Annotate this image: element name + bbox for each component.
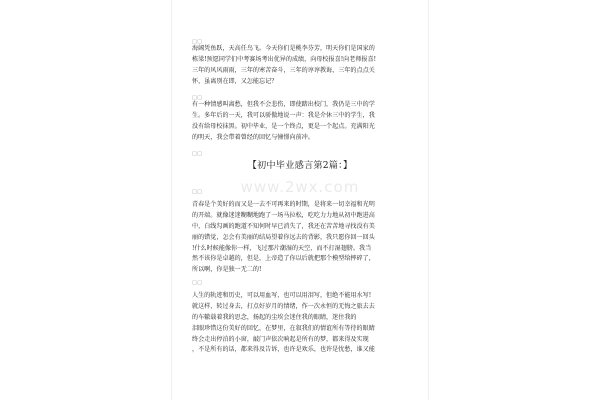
text-line: 丽的错觉，怎会有美丽的结局望着你远去的背影，我只愿你回一回头 — [192, 233, 375, 241]
text-line: 有一种情感叫离愁，但我不会悲伤，即使踏出校门，我仍是三中的学 — [192, 101, 375, 108]
text-line: 所以啊，你是独一无二的! — [192, 266, 262, 274]
text-line: 栋梁!预愿同学们中考赛场考出优异的成绩，向母校报喜!向老师报喜! — [192, 55, 377, 63]
text-line: ，不是所有的话，都来得及告诉，也许是欢乐，也许是忧愁，谁又能 — [192, 346, 375, 354]
paragraph-marker: □□ — [192, 39, 203, 45]
text-line: !什么时候能像你一样，飞过那片潮湿的天空，而不打湿翅膀。我当 — [192, 244, 372, 252]
text-line: 泪眼珍惜这份美好的回忆，在梦里，在叙我们的情谊所有等待的眼睛 — [192, 324, 375, 332]
text-line: 青春是个美好的而又是一去不可再来的时期，是将来一切幸福和光明 — [192, 201, 375, 208]
paragraph-3 — [192, 200, 414, 276]
text-line: 人生的轨迹和历史，可以用血写，也可以用泪写，但绝不能用水写! — [192, 292, 372, 299]
section-heading: 【初中毕业感言第2篇：】 — [247, 160, 353, 171]
text-line: 三年的风风雨雨，三年的寒苦奋斗，三年的谆谆教诲，三年的点点关 — [192, 66, 375, 74]
paragraph-1 — [192, 44, 414, 88]
paragraph-marker: □□ — [192, 189, 203, 195]
document-page — [172, 0, 428, 400]
paragraph-marker: □□ — [192, 95, 203, 101]
text-line: 的开端。就像迷迷糊糊地跑了一场马拉松，吃吃力力地从初中跑进高 — [192, 211, 375, 219]
text-line: 生。多年后的一天，我可以骄傲地说一声：我是介休三中的学生，我 — [192, 111, 375, 119]
text-line: 终会走出停泊的小窗，敲门声依次响起是所有的梦，都来得及实现 — [192, 335, 369, 343]
watermark: www.2wx.com — [240, 178, 360, 196]
text-line: 中，白线勾画的跑道不知何时早已消失了，我还在苦苦地寻找没有美 — [192, 222, 375, 230]
paragraph-2 — [192, 100, 414, 144]
text-line: 的明天，我会带着曾经的回忆与憧憬向前冲。 — [192, 133, 314, 141]
text-line: 就这样，转过身去，打点好岁月的情绪，作一次永恒的无悔之旅去去 — [192, 302, 375, 310]
text-line: 海阔凭鱼跃，天高任鸟飞。今天你们是桃李芬芳，明天你们是国家的 — [192, 45, 375, 52]
paragraph-marker: □□ — [192, 151, 203, 157]
paragraph-marker: □□ — [192, 280, 203, 286]
text-line: 然不该你是卓越的，但是，上帝造了你以后就把那个模型给摔碎了， — [192, 255, 375, 263]
paragraph-4 — [192, 291, 414, 356]
text-line: 怀，虽离别在即，又怎能忘记？ — [192, 77, 278, 85]
text-line: 的车辙载着我的思念，扬起的尘埃会迷住我的眼睛，迷住我的 — [192, 313, 357, 321]
text-line: 没有给母校抹黑。初中毕业，是一个终点，更是一个起点。充满阳光 — [192, 122, 375, 130]
